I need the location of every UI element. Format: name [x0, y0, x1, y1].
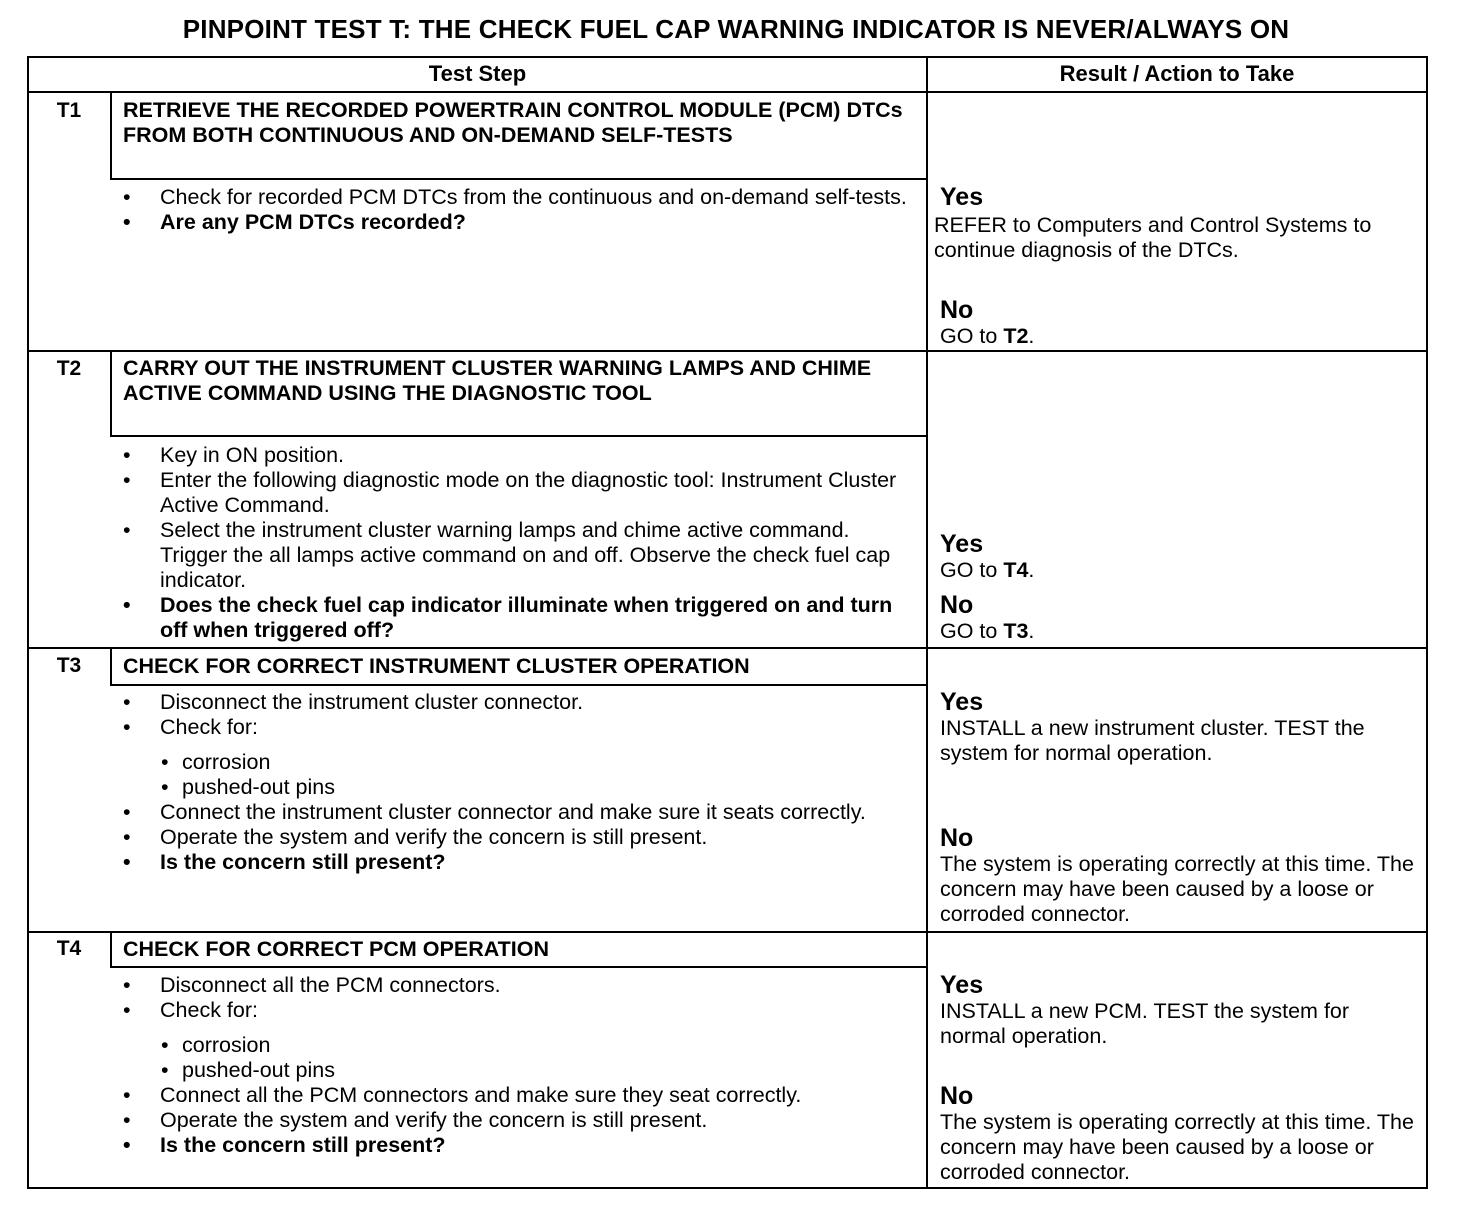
list-item: • Select the instrument cluster warning lamps and chime active command. Trigger the all lamps active command on and off. Observe the check fuel cap indicator.: [122, 518, 912, 593]
t1-heading-divider: [110, 178, 928, 180]
list-item: • pushed-out pins: [160, 1058, 912, 1083]
list-item: • Connect the instrument cluster connector and make sure it seats correctly.: [122, 800, 912, 825]
list-item: • corrosion: [160, 1033, 912, 1058]
column-divider: [926, 56, 928, 1189]
step-heading-t4: CHECK FOR CORRECT PCM OPERATION: [123, 937, 550, 961]
check-for-sublist: [160, 750, 912, 800]
list-item: • corrosion: [160, 750, 912, 775]
t3-id-divider: [110, 647, 112, 686]
header-test-step: Test Step: [428, 61, 527, 86]
list-item: • Key in ON position.: [122, 443, 912, 468]
t4-heading-divider: [110, 966, 928, 968]
step-bullets-t4: [122, 973, 912, 1158]
t4-id-divider: [110, 931, 112, 968]
t2-heading-divider: [110, 435, 928, 437]
header-divider: [27, 91, 1428, 93]
yes-label: Yes: [940, 971, 984, 999]
no-action-text: GO to: [940, 324, 1004, 348]
no-action: The system is operating correctly at this time. The concern may have been caused by a loose or corroded connector.: [940, 1110, 1414, 1184]
result-t2: [940, 530, 1420, 644]
yes-label: Yes: [940, 688, 984, 716]
t2-id-divider: [110, 350, 112, 437]
list-item: • Is the concern still present?: [122, 850, 912, 875]
no-label: No: [940, 296, 974, 324]
check-for-label: Check for:: [160, 715, 258, 739]
list-item: • Are any PCM DTCs recorded?: [122, 210, 912, 235]
no-action: [940, 324, 1420, 349]
page-title: PINPOINT TEST T: THE CHECK FUEL CAP WARNING INDICATOR IS NEVER/ALWAYS ON: [182, 14, 1290, 44]
list-item: • Disconnect all the PCM connectors.: [122, 973, 912, 998]
list-item: • Operate the system and verify the concern is still present.: [122, 825, 912, 850]
step-id-t2: T2: [56, 357, 82, 380]
step-id-t4: T4: [56, 937, 82, 960]
list-item: • Disconnect the instrument cluster connector.: [122, 690, 912, 715]
check-for-label: Check for:: [160, 998, 258, 1022]
check-for-sublist: [160, 1033, 912, 1083]
t1-id-divider: [110, 91, 112, 180]
yes-action: REFER to Computers and Control Systems to continue diagnosis of the DTCs.: [934, 213, 1372, 262]
yes-label: Yes: [940, 530, 984, 558]
t3-heading-divider: [110, 684, 928, 686]
step-bullets-t2: [122, 443, 912, 643]
goto-step-ref: T2: [1003, 324, 1029, 348]
no-action: [940, 619, 1420, 644]
step-id-t3: T3: [56, 654, 82, 677]
list-item: • Is the concern still present?: [122, 1133, 912, 1158]
result-t4: [940, 971, 1420, 1185]
step-heading-t1: RETRIEVE THE RECORDED POWERTRAIN CONTROL MODULE (PCM) DTCs FROM BOTH CONTINUOUS AND ON-DEMAND SELF-TESTS: [123, 98, 903, 147]
no-action: The system is operating correctly at this time. The concern may have been caused by a loose or corroded connector.: [940, 852, 1414, 926]
no-action-text: GO to: [940, 619, 1004, 643]
goto-step-ref: T3: [1003, 619, 1029, 643]
result-t1: [934, 183, 1420, 349]
result-t3: [940, 688, 1420, 927]
yes-action: INSTALL a new instrument cluster. TEST the system for normal operation.: [940, 716, 1365, 765]
t3-t4-divider: [27, 931, 1428, 933]
header-result: Result / Action to Take: [1059, 61, 1295, 86]
yes-action-suffix: .: [1028, 558, 1035, 582]
no-label: No: [940, 824, 974, 852]
list-item: [122, 998, 912, 1083]
no-action-suffix: .: [1028, 619, 1035, 643]
step-heading-t2: CARRY OUT THE INSTRUMENT CLUSTER WARNING LAMPS AND CHIME ACTIVE COMMAND USING THE DIAGNOSTIC TOOL: [123, 356, 872, 405]
yes-action: [940, 558, 1420, 583]
list-item: • Check for recorded PCM DTCs from the continuous and on-demand self-tests.: [122, 185, 912, 210]
list-item: • Operate the system and verify the concern is still present.: [122, 1108, 912, 1133]
yes-label: Yes: [940, 183, 984, 211]
step-bullets-t1: [122, 185, 912, 235]
list-item: • Enter the following diagnostic mode on the diagnostic tool: Instrument Cluster Active Command.: [122, 468, 912, 518]
yes-action: INSTALL a new PCM. TEST the system for normal operation.: [940, 999, 1350, 1048]
no-action-suffix: .: [1028, 324, 1035, 348]
no-label: No: [940, 1082, 974, 1110]
step-heading-t3: CHECK FOR CORRECT INSTRUMENT CLUSTER OPERATION: [123, 654, 750, 678]
step-bullets-t3: [122, 690, 912, 875]
list-item: • Does the check fuel cap indicator illuminate when triggered on and turn off when triggered off?: [122, 593, 912, 643]
list-item: [122, 715, 912, 800]
yes-action-text: GO to: [940, 558, 1004, 582]
t1-t2-divider: [27, 350, 1428, 352]
no-label: No: [940, 591, 974, 619]
list-item: • Connect all the PCM connectors and make sure they seat correctly.: [122, 1083, 912, 1108]
step-id-t1: T1: [56, 99, 82, 122]
t2-t3-divider: [27, 647, 1428, 649]
goto-step-ref: T4: [1003, 558, 1029, 582]
list-item: • pushed-out pins: [160, 775, 912, 800]
